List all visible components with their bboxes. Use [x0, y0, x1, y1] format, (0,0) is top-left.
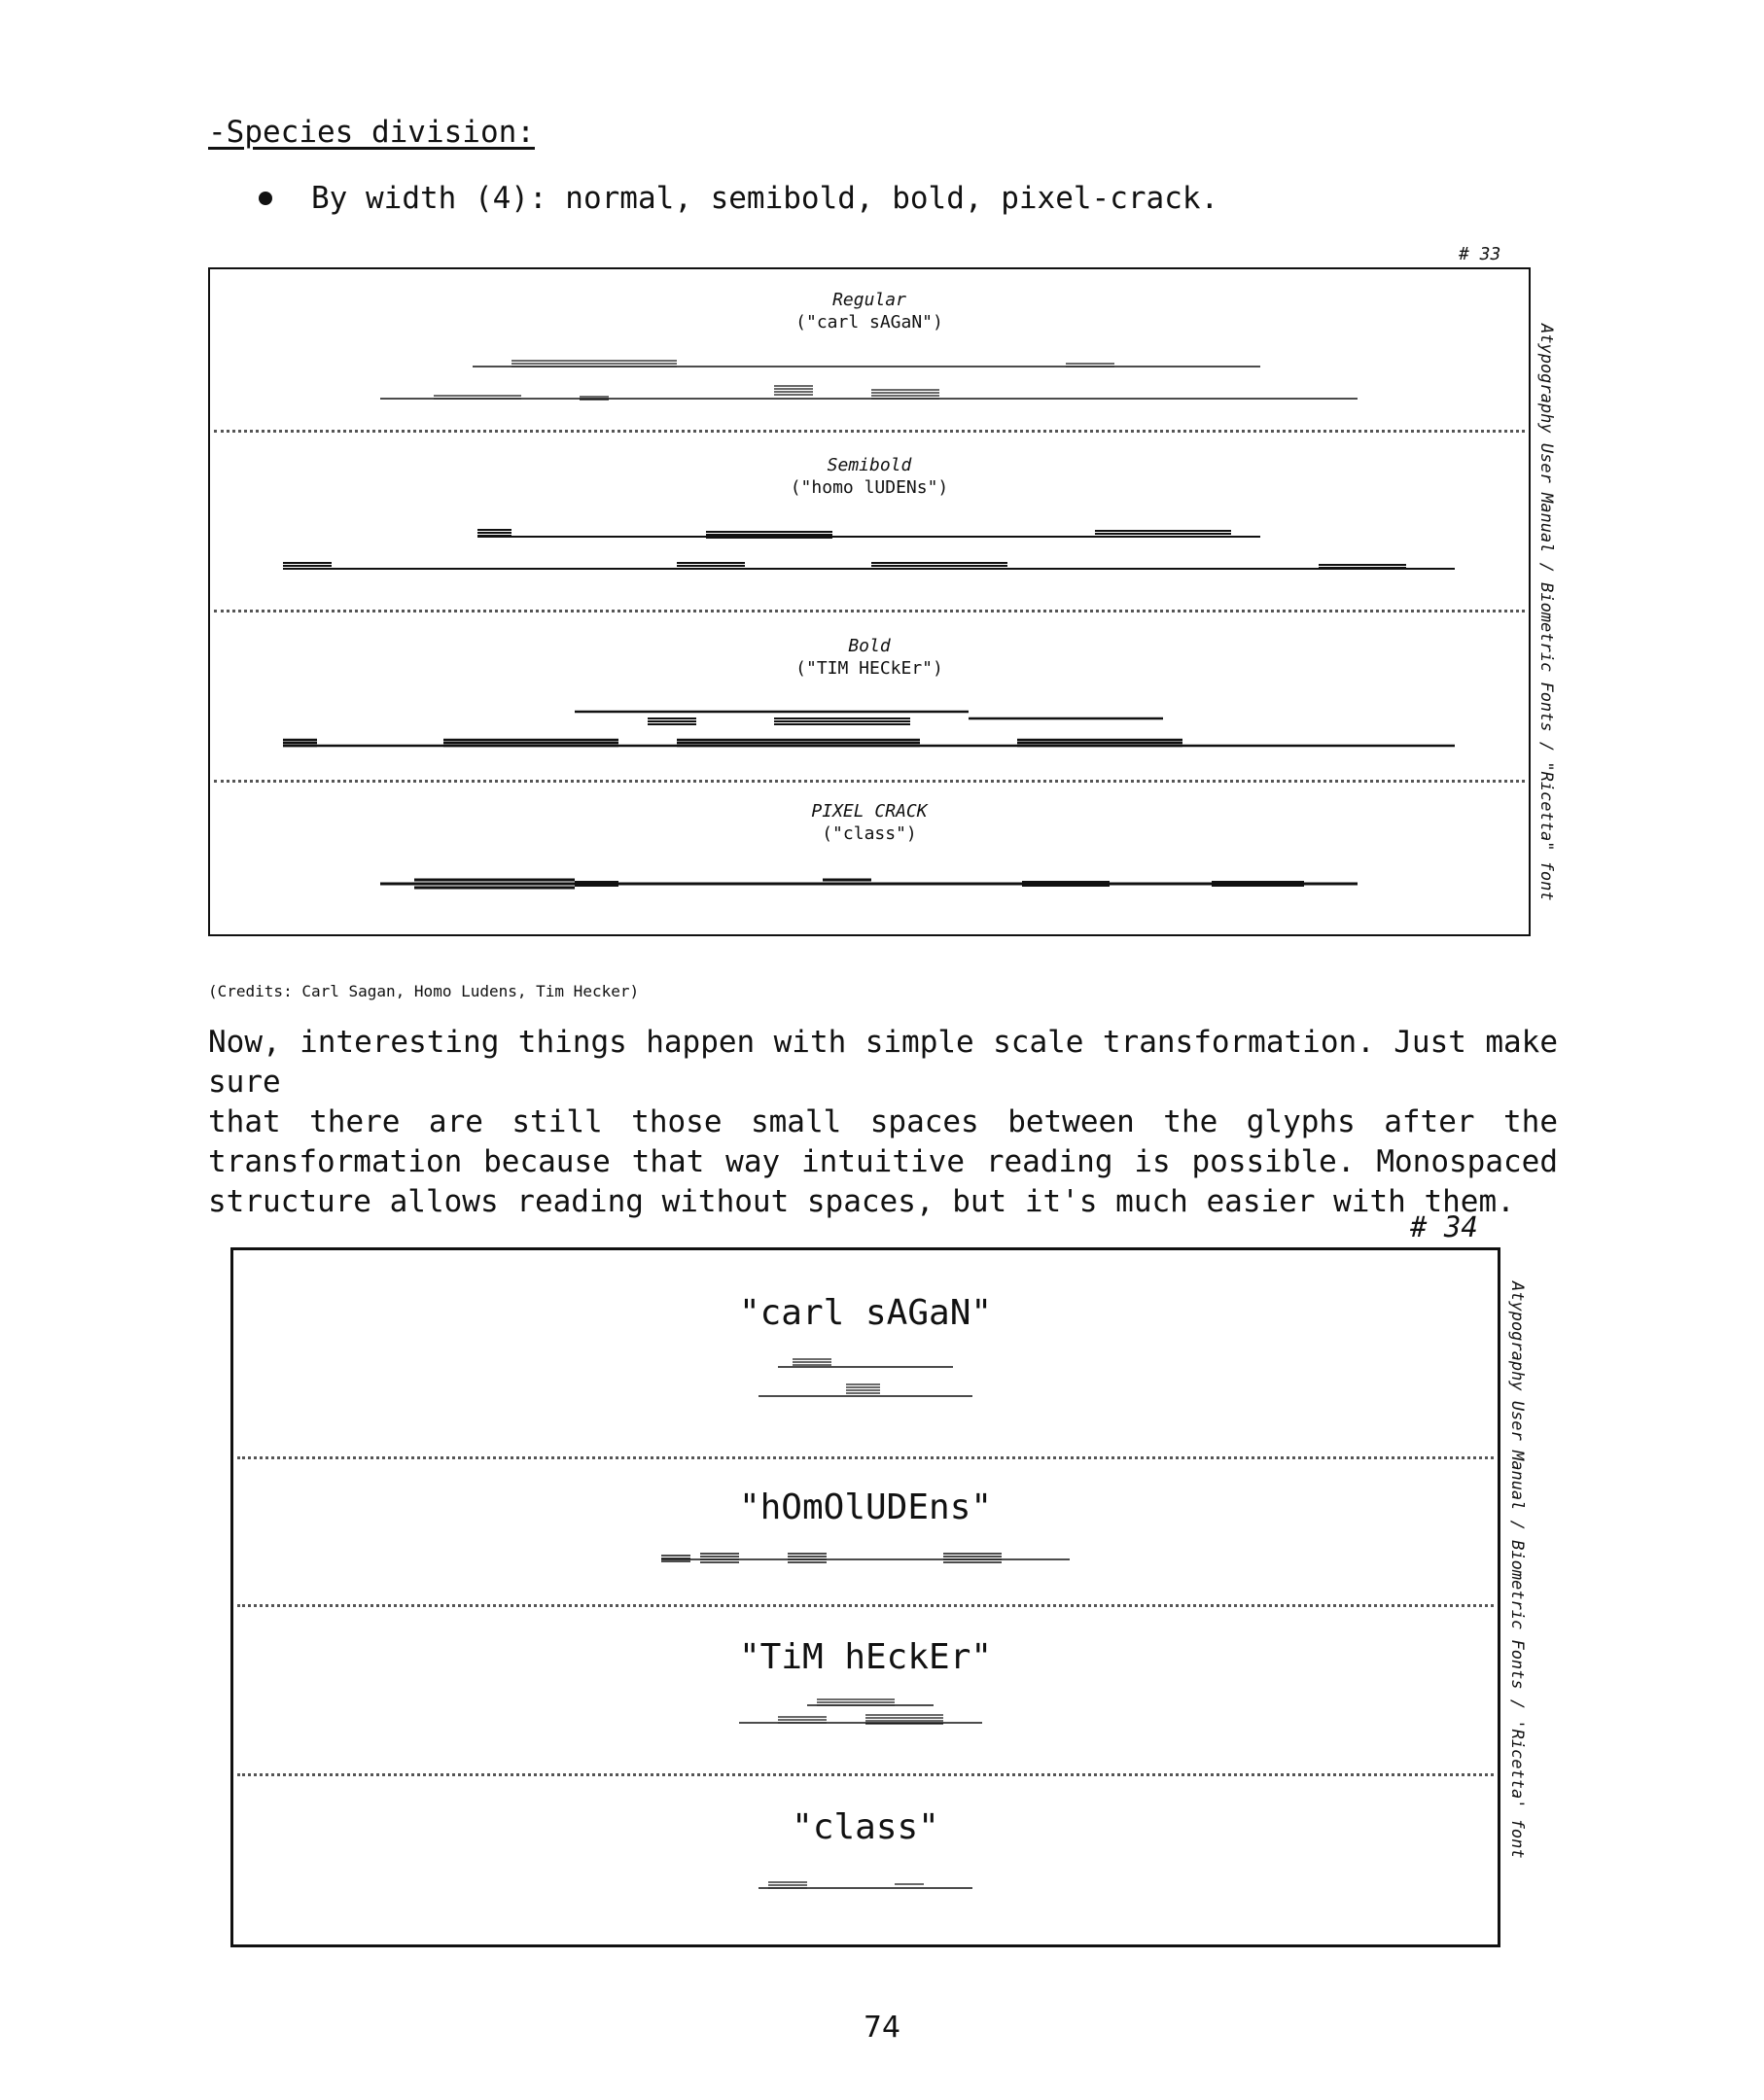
paragraph-line: structure allows reading without spaces, but it's much easier with them.	[208, 1184, 1515, 1219]
figure-33-number: # 33	[1459, 244, 1501, 264]
section-heading: -Species division:	[208, 115, 535, 150]
figure-33-side-caption: Atypography User Manual / Biometric Fonts / "Ricetta" font	[1536, 324, 1556, 901]
figure-34-side-caption: Atypography User Manual / Biometric Fonts / 'Ricetta' font	[1507, 1281, 1527, 1859]
section-divider	[214, 780, 1525, 783]
figure-34-sample-3: "TiM hEckEr"	[738, 1637, 993, 1677]
bullet-dot-icon	[259, 192, 272, 205]
figure-34-number: # 34	[1410, 1210, 1478, 1243]
figure-33-box	[208, 267, 1531, 936]
figure-34-box	[230, 1247, 1500, 1947]
figure-33-sample-regular	[210, 289, 1529, 334]
body-paragraph	[208, 1023, 1558, 1222]
sample-style-label: Bold	[848, 636, 891, 656]
sample-text-label: ("carl sAGaN")	[795, 312, 943, 333]
figure-33-sample-bold	[210, 635, 1529, 681]
paragraph-line: Now, interesting things happen with simple scale transformation. Just make sure	[208, 1025, 1558, 1100]
section-divider	[237, 1773, 1494, 1776]
figure-34-sample-4: "class"	[792, 1807, 939, 1847]
sample-text-label: ("class")	[822, 823, 917, 845]
figure-33-sample-semibold	[210, 454, 1529, 500]
sample-style-label: Semibold	[827, 455, 912, 475]
paragraph-line: that there are still those small spaces between the glyphs after the	[208, 1104, 1558, 1139]
bullet-item	[259, 181, 1218, 216]
section-divider	[214, 430, 1525, 433]
figure-34-sample-1: "carl sAGaN"	[738, 1293, 993, 1333]
page-number: 74	[863, 2011, 901, 2045]
section-divider	[237, 1456, 1494, 1459]
section-divider	[214, 610, 1525, 612]
figure-33-sample-pixel-crack	[210, 800, 1529, 846]
credits-note: (Credits: Carl Sagan, Homo Ludens, Tim Hecker)	[208, 982, 640, 1000]
section-divider	[237, 1604, 1494, 1607]
figure-34-sample-2: "hOmOlUDEns"	[738, 1488, 993, 1527]
sample-style-label: Regular	[832, 290, 906, 310]
sample-text-label: ("homo lUDENs")	[790, 477, 949, 499]
paragraph-line: transformation because that way intuitive reading is possible. Monospaced	[208, 1144, 1558, 1179]
bullet-text: By width (4): normal, semibold, bold, pixel-crack.	[311, 181, 1219, 216]
sample-style-label: PIXEL CRACK	[811, 801, 928, 822]
sample-text-label: ("TIM HECkEr")	[795, 658, 943, 680]
